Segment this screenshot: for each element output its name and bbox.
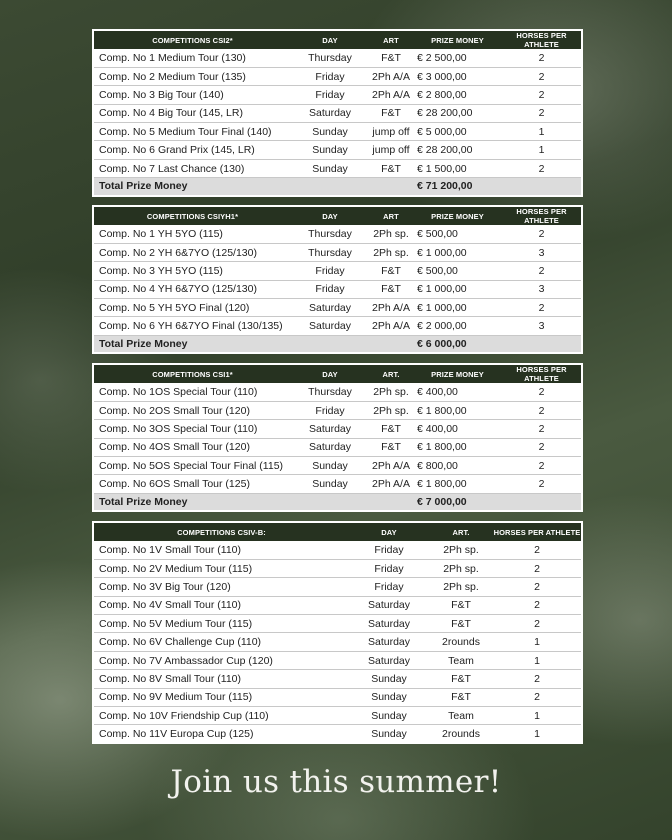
competition-cell: Comp. No 1 Medium Tour (130) <box>93 49 291 67</box>
horses-cell: 1 <box>502 141 582 159</box>
horses-cell: 2 <box>493 615 582 633</box>
day-cell: Sunday <box>291 159 369 177</box>
competition-cell: Comp. No 5OS Special Tour Final (115) <box>93 457 291 475</box>
table-body <box>93 541 582 743</box>
art-cell: F&T <box>429 615 493 633</box>
total-label: Total Prize Money <box>93 178 413 196</box>
competition-cell: Comp. No 2 YH 6&7YO (125/130) <box>93 243 291 261</box>
prize-cell: € 2 500,00 <box>413 49 502 67</box>
competition-cell: Comp. No 8V Small Tour (110) <box>93 670 349 688</box>
table-row <box>93 475 582 493</box>
art-cell: F&T <box>369 159 413 177</box>
table-row <box>93 578 582 596</box>
day-cell: Friday <box>349 541 429 559</box>
competition-cell: Comp. No 1V Small Tour (110) <box>93 541 349 559</box>
table-header-row <box>93 522 582 541</box>
table-row <box>93 243 582 261</box>
table-row <box>93 123 582 141</box>
table-header-row <box>93 30 582 49</box>
competition-cell: Comp. No 4 YH 6&7YO (125/130) <box>93 280 291 298</box>
art-cell: jump off <box>369 141 413 159</box>
day-cell: Sunday <box>349 670 429 688</box>
day-cell: Thursday <box>291 225 369 243</box>
table-row <box>93 280 582 298</box>
day-cell: Saturday <box>349 596 429 614</box>
art-cell: F&T <box>429 596 493 614</box>
horses-cell: 2 <box>502 104 582 122</box>
art-cell: 2Ph A/A <box>369 86 413 104</box>
prize-cell: € 2 000,00 <box>413 317 502 335</box>
competition-cell: Comp. No 2OS Small Tour (120) <box>93 401 291 419</box>
table-row <box>93 670 582 688</box>
competition-cell: Comp. No 6 Grand Prix (145, LR) <box>93 141 291 159</box>
col-header: ART. <box>369 364 413 383</box>
prize-cell: € 400,00 <box>413 383 502 401</box>
prize-cell: € 28 200,00 <box>413 141 502 159</box>
competition-cell: Comp. No 2 Medium Tour (135) <box>93 67 291 85</box>
horses-cell: 2 <box>493 578 582 596</box>
table-row <box>93 707 582 725</box>
table-row <box>93 688 582 706</box>
col-header: HORSES PER ATHLETE <box>502 364 582 383</box>
prize-cell: € 800,00 <box>413 457 502 475</box>
day-cell: Friday <box>291 86 369 104</box>
day-cell: Saturday <box>349 615 429 633</box>
day-cell: Friday <box>349 578 429 596</box>
art-cell: 2Ph A/A <box>369 475 413 493</box>
competition-cell: Comp. No 7V Ambassador Cup (120) <box>93 651 349 669</box>
col-header: COMPETITIONS CSI1* <box>93 364 291 383</box>
day-cell: Thursday <box>291 383 369 401</box>
table-row <box>93 104 582 122</box>
art-cell: 2Ph sp. <box>369 383 413 401</box>
total-label: Total Prize Money <box>93 493 413 511</box>
day-cell: Friday <box>291 280 369 298</box>
table-row <box>93 438 582 456</box>
art-cell: 2Ph sp. <box>369 401 413 419</box>
horses-cell: 2 <box>502 67 582 85</box>
table-row <box>93 383 582 401</box>
table-header-row <box>93 206 582 225</box>
table-row <box>93 457 582 475</box>
art-cell: 2rounds <box>429 725 493 743</box>
art-cell: 2Ph A/A <box>369 299 413 317</box>
competition-cell: Comp. No 3V Big Tour (120) <box>93 578 349 596</box>
competition-cell: Comp. No 5V Medium Tour (115) <box>93 615 349 633</box>
horses-cell: 2 <box>502 86 582 104</box>
prize-cell: € 1 500,00 <box>413 159 502 177</box>
col-header: COMPETITIONS CSIV-B: <box>93 522 349 541</box>
table-row <box>93 67 582 85</box>
total-row <box>93 335 582 353</box>
day-cell: Saturday <box>291 438 369 456</box>
art-cell: jump off <box>369 123 413 141</box>
art-cell: 2Ph sp. <box>429 541 493 559</box>
table-body <box>93 383 582 493</box>
footer-tagline: Join us this summer! <box>170 764 502 800</box>
total-value: € 6 000,00 <box>413 335 502 353</box>
prize-cell: € 400,00 <box>413 420 502 438</box>
col-header: ART <box>369 206 413 225</box>
horses-cell: 2 <box>502 159 582 177</box>
horses-cell: 1 <box>493 725 582 743</box>
competition-cell: Comp. No 11V Europa Cup (125) <box>93 725 349 743</box>
horses-cell: 3 <box>502 243 582 261</box>
total-value: € 7 000,00 <box>413 493 502 511</box>
art-cell: F&T <box>369 438 413 456</box>
prize-cell: € 1 800,00 <box>413 475 502 493</box>
col-header: HORSES PER ATHLETE <box>493 522 582 541</box>
col-header: DAY <box>291 206 369 225</box>
horses-cell: 3 <box>502 317 582 335</box>
art-cell: F&T <box>429 670 493 688</box>
art-cell: 2Ph A/A <box>369 67 413 85</box>
art-cell: Team <box>429 707 493 725</box>
day-cell: Friday <box>291 262 369 280</box>
competition-cell: Comp. No 4OS Small Tour (120) <box>93 438 291 456</box>
day-cell: Sunday <box>349 688 429 706</box>
competition-cell: Comp. No 3 YH 5YO (115) <box>93 262 291 280</box>
horses-cell: 1 <box>493 651 582 669</box>
prize-cell: € 2 800,00 <box>413 86 502 104</box>
competition-cell: Comp. No 3OS Special Tour (110) <box>93 420 291 438</box>
table-row <box>93 299 582 317</box>
day-cell: Friday <box>349 559 429 577</box>
day-cell: Sunday <box>291 123 369 141</box>
total-value: € 71 200,00 <box>413 178 502 196</box>
horses-cell: 2 <box>493 670 582 688</box>
col-header: DAY <box>291 30 369 49</box>
horses-cell: 2 <box>502 420 582 438</box>
horses-cell: 2 <box>502 262 582 280</box>
horses-cell: 2 <box>502 49 582 67</box>
col-header: PRIZE MONEY <box>413 364 502 383</box>
col-header: COMPETITIONS CSIYH1* <box>93 206 291 225</box>
prize-cell: € 1 800,00 <box>413 438 502 456</box>
competition-cell: Comp. No 5 YH 5YO Final (120) <box>93 299 291 317</box>
horses-cell: 2 <box>502 401 582 419</box>
prize-cell: € 1 000,00 <box>413 280 502 298</box>
day-cell: Saturday <box>291 104 369 122</box>
table-row <box>93 633 582 651</box>
prize-cell: € 5 000,00 <box>413 123 502 141</box>
day-cell: Saturday <box>291 299 369 317</box>
day-cell: Saturday <box>291 317 369 335</box>
horses-cell: 3 <box>502 280 582 298</box>
competition-cell: Comp. No 6OS Small Tour (125) <box>93 475 291 493</box>
table-header-row <box>93 364 582 383</box>
day-cell: Friday <box>291 401 369 419</box>
prize-cell: € 500,00 <box>413 262 502 280</box>
col-header: DAY <box>349 522 429 541</box>
day-cell: Thursday <box>291 243 369 261</box>
day-cell: Sunday <box>349 725 429 743</box>
prize-cell: € 1 800,00 <box>413 401 502 419</box>
table-row <box>93 725 582 743</box>
csi2-table <box>92 29 583 197</box>
prize-cell: € 500,00 <box>413 225 502 243</box>
table-row <box>93 225 582 243</box>
day-cell: Sunday <box>291 475 369 493</box>
table-body <box>93 49 582 178</box>
competition-cell: Comp. No 1 YH 5YO (115) <box>93 225 291 243</box>
total-row <box>93 493 582 511</box>
col-header: PRIZE MONEY <box>413 30 502 49</box>
table-row <box>93 86 582 104</box>
table-row <box>93 596 582 614</box>
art-cell: F&T <box>369 262 413 280</box>
competition-cell: Comp. No 4V Small Tour (110) <box>93 596 349 614</box>
competition-cell: Comp. No 10V Friendship Cup (110) <box>93 707 349 725</box>
competition-cell: Comp. No 1OS Special Tour (110) <box>93 383 291 401</box>
day-cell: Thursday <box>291 49 369 67</box>
table-row <box>93 541 582 559</box>
horses-cell: 2 <box>502 457 582 475</box>
csiyh1-table <box>92 205 583 354</box>
art-cell: 2Ph A/A <box>369 457 413 475</box>
horses-cell: 2 <box>502 383 582 401</box>
competition-cell: Comp. No 4 Big Tour (145, LR) <box>93 104 291 122</box>
prize-cell: € 3 000,00 <box>413 67 502 85</box>
prize-cell: € 1 000,00 <box>413 243 502 261</box>
table-row <box>93 651 582 669</box>
horses-cell: 2 <box>502 438 582 456</box>
art-cell: F&T <box>369 420 413 438</box>
horses-cell: 2 <box>493 559 582 577</box>
day-cell: Saturday <box>349 651 429 669</box>
horses-cell: 2 <box>493 596 582 614</box>
table-row <box>93 141 582 159</box>
horses-cell: 2 <box>502 299 582 317</box>
competition-cell: Comp. No 6V Challenge Cup (110) <box>93 633 349 651</box>
day-cell: Sunday <box>349 707 429 725</box>
col-header: ART. <box>429 522 493 541</box>
day-cell: Sunday <box>291 141 369 159</box>
competition-cell: Comp. No 3 Big Tour (140) <box>93 86 291 104</box>
competition-cell: Comp. No 7 Last Chance (130) <box>93 159 291 177</box>
competition-cell: Comp. No 5 Medium Tour Final (140) <box>93 123 291 141</box>
competition-cell: Comp. No 9V Medium Tour (115) <box>93 688 349 706</box>
art-cell: F&T <box>369 280 413 298</box>
csi1-table <box>92 363 583 512</box>
total-row <box>93 178 582 196</box>
col-header: HORSES PER ATHLETE <box>502 206 582 225</box>
art-cell: 2Ph sp. <box>429 578 493 596</box>
horses-cell: 1 <box>493 633 582 651</box>
horses-cell: 2 <box>502 225 582 243</box>
day-cell: Sunday <box>291 457 369 475</box>
art-cell: F&T <box>369 49 413 67</box>
horses-cell: 2 <box>502 475 582 493</box>
table-row <box>93 49 582 67</box>
table-row <box>93 262 582 280</box>
csiv-b-table <box>92 521 583 744</box>
art-cell: 2Ph sp. <box>369 243 413 261</box>
competition-cell: Comp. No 6 YH 6&7YO Final (130/135) <box>93 317 291 335</box>
art-cell: 2rounds <box>429 633 493 651</box>
table-row <box>93 615 582 633</box>
col-header: HORSES PER ATHLETE <box>502 30 582 49</box>
col-header: ART <box>369 30 413 49</box>
day-cell: Saturday <box>349 633 429 651</box>
art-cell: F&T <box>429 688 493 706</box>
horses-cell: 1 <box>493 707 582 725</box>
horses-cell: 1 <box>502 123 582 141</box>
table-row <box>93 559 582 577</box>
table-row <box>93 401 582 419</box>
table-row <box>93 420 582 438</box>
art-cell: 2Ph sp. <box>429 559 493 577</box>
col-header: COMPETITIONS CSI2* <box>93 30 291 49</box>
competition-cell: Comp. No 2V Medium Tour (115) <box>93 559 349 577</box>
col-header: DAY <box>291 364 369 383</box>
prize-cell: € 28 200,00 <box>413 104 502 122</box>
total-label: Total Prize Money <box>93 335 413 353</box>
horses-cell: 2 <box>493 688 582 706</box>
prize-cell: € 1 000,00 <box>413 299 502 317</box>
art-cell: F&T <box>369 104 413 122</box>
art-cell: Team <box>429 651 493 669</box>
col-header: PRIZE MONEY <box>413 206 502 225</box>
horses-cell: 2 <box>493 541 582 559</box>
art-cell: 2Ph A/A <box>369 317 413 335</box>
table-body <box>93 225 582 335</box>
day-cell: Saturday <box>291 420 369 438</box>
day-cell: Friday <box>291 67 369 85</box>
art-cell: 2Ph sp. <box>369 225 413 243</box>
table-row <box>93 159 582 177</box>
table-row <box>93 317 582 335</box>
